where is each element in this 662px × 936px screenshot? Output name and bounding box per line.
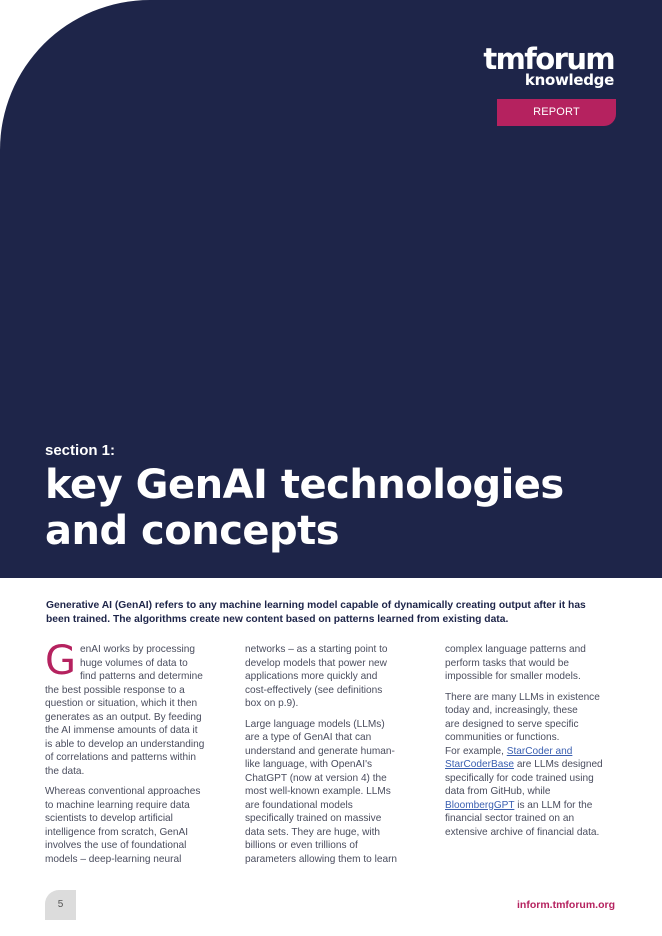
paragraph	[45, 785, 225, 866]
title-line: and concepts	[45, 508, 340, 554]
page-title	[45, 462, 625, 554]
starcoderbase-link[interactable]: StarCoderBase	[445, 759, 515, 770]
starcoder-link[interactable]: StarCoder and	[506, 745, 573, 757]
text-line: parameters allowing them to learn	[245, 853, 398, 865]
text-line: networks – as a starting point to	[245, 644, 388, 655]
text-line: There are many LLMs in existence	[445, 691, 600, 703]
title-line: key GenAI technologies	[45, 462, 564, 508]
text-line: involves the use of foundational	[45, 840, 187, 851]
text-line: communities or functions.	[445, 732, 560, 743]
text-line: models – deep-learning neural	[45, 853, 182, 865]
text-line: like language, with OpenAI's	[245, 759, 373, 770]
logo-subtitle: knowledge	[524, 71, 614, 89]
text-column-2	[245, 643, 425, 873]
text-line: find patterns and determine	[80, 671, 203, 682]
report-tag: REPORT	[497, 99, 616, 126]
text-line: specifically for code trained using	[445, 772, 594, 784]
text-fragment: For example,	[445, 745, 507, 757]
text-line: Large language models (LLMs)	[245, 718, 385, 730]
text-line: Whereas conventional approaches	[45, 786, 201, 797]
paragraph	[445, 691, 625, 840]
text-line: question or situation, which it then	[45, 698, 198, 709]
paragraph	[245, 643, 425, 711]
text-line: today and, increasingly, these	[445, 705, 578, 716]
text-line: intelligence from scratch, GenAI	[45, 826, 189, 838]
text-line: financial sector trained on an	[445, 813, 575, 824]
text-line: is able to develop an understanding	[45, 738, 205, 750]
text-line: to machine learning require data	[45, 799, 190, 811]
text-line: box on p.9).	[245, 698, 299, 709]
text-line: specifically trained on massive	[245, 813, 382, 824]
text-line: are designed to serve specific	[445, 718, 579, 730]
section-label: section 1:	[45, 442, 116, 459]
page-number: 5	[45, 890, 76, 920]
tmforum-logo[interactable]	[483, 44, 614, 88]
text-line	[445, 758, 625, 772]
text-line: billions or even trillions of	[245, 840, 358, 851]
intro-line: been trained. The algorithms create new content based on patterns learned from existing data.	[46, 614, 509, 625]
text-line: develop models that power new	[245, 657, 387, 669]
text-line: generates as an output. By feeding	[45, 711, 202, 723]
text-line: most well-known example. LLMs	[245, 786, 391, 797]
text-line: complex language patterns and	[445, 644, 586, 655]
text-line: ChatGPT (now at version 4) the	[245, 772, 387, 784]
text-fragment: are LLMs designed	[514, 759, 603, 770]
paragraph	[45, 638, 225, 778]
text-line: are a type of GenAI that can	[245, 732, 372, 743]
text-column-3	[445, 643, 625, 846]
text-column-1	[45, 638, 225, 873]
paragraph	[245, 718, 425, 867]
text-line: the AI immense amounts of data it	[45, 725, 198, 736]
intro-paragraph	[46, 599, 622, 627]
text-line: applications more quickly and	[245, 671, 378, 682]
text-line: the data.	[45, 765, 85, 777]
drop-cap: G	[45, 638, 76, 684]
text-line: extensive archive of financial data.	[445, 826, 600, 838]
text-line: are foundational models	[245, 799, 353, 811]
logo-wordmark: tmforum	[483, 42, 614, 76]
text-line: cost-effectively (see definitions	[245, 684, 383, 696]
text-line	[445, 799, 625, 813]
site-link[interactable]: inform.tmforum.org	[517, 899, 615, 911]
paragraph	[445, 643, 625, 684]
text-line: impossible for smaller models.	[445, 671, 581, 682]
text-line: the best possible response to a	[45, 684, 185, 696]
bloomberggpt-link[interactable]: BloombergGPT	[445, 799, 515, 811]
text-line: data from GitHub, while	[445, 786, 551, 797]
text-line: understand and generate human-	[245, 745, 395, 757]
text-line: scientists to develop artificial	[45, 813, 173, 824]
text-fragment: is an LLM for the	[514, 799, 593, 811]
text-line: perform tasks that would be	[445, 657, 569, 669]
text-line: of correlations and patterns within	[45, 752, 196, 763]
text-line	[445, 745, 625, 759]
intro-line: Generative AI (GenAI) refers to any machine learning model capable of dynamically creating output after it has	[46, 600, 586, 611]
text-line: huge volumes of data to	[80, 657, 188, 669]
text-line: enAI works by processing	[80, 644, 196, 655]
text-line: data sets. They are huge, with	[245, 826, 381, 838]
